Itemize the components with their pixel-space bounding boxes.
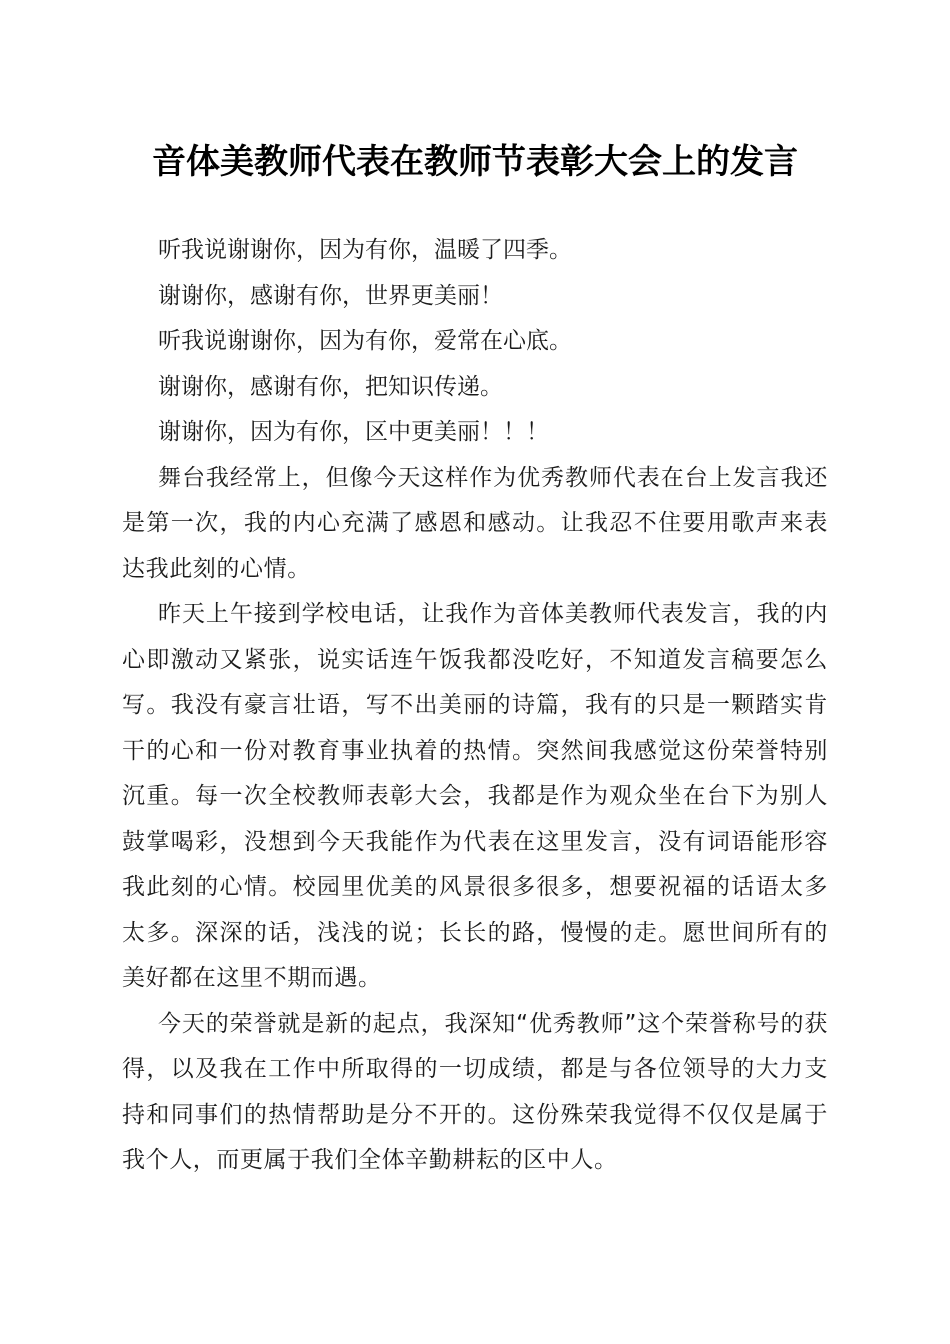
lyric-line: 听我说谢谢你，因为有你，爱常在心底。: [158, 328, 572, 354]
document-title: 音体美教师代表在教师节表彰大会上的发言: [152, 142, 798, 182]
lyric-line: 听我说谢谢你，因为有你，温暖了四季。: [158, 237, 572, 263]
body-paragraph: 昨天上午接到学校电话，让我作为音体美教师代表发言，我的内心即激动又紧张，说实话连午饭我都没吃好，不知道发言稿要怎么写。我没有豪言壮语，写不出美丽的诗篇，我有的只是一颗踏实肯干的心和一份对教育事业执着的热情。突然间我感觉这份荣誉特别沉重。每一次全校教师表彰大会，我都是作为观众坐在台下为别人鼓掌喝彩，没想到今天我能作为代表在这里发言，没有词语能形容我此刻的心情。校园里优美的风景很多很多，想要祝福的话语太多太多。深深的话，浅浅的说；长长的路，慢慢的走。愿世间所有的美好都在这里不期而遇。: [122, 601, 828, 991]
lyric-line: 谢谢你，因为有你，区中更美丽！！！: [158, 419, 549, 445]
document-body: [122, 228, 828, 1184]
body-paragraph: 今天的荣誉就是新的起点，我深知“优秀教师”这个荣誉称号的获得，以及我在工作中所取得的一切成绩，都是与各位领导的大力支持和同事们的热情帮助是分不开的。这份殊荣我觉得不仅仅是属于我个人，而更属于我们全体辛勤耕耘的区中人。: [122, 1010, 828, 1173]
body-paragraph: 舞台我经常上，但像今天这样作为优秀教师代表在台上发言我还是第一次，我的内心充满了感恩和感动。让我忍不住要用歌声来表达我此刻的心情。: [122, 464, 828, 582]
lyric-line: 谢谢你，感谢有你，把知识传递。: [158, 373, 503, 400]
lyric-line: 谢谢你，感谢有你，世界更美丽！: [158, 282, 503, 309]
